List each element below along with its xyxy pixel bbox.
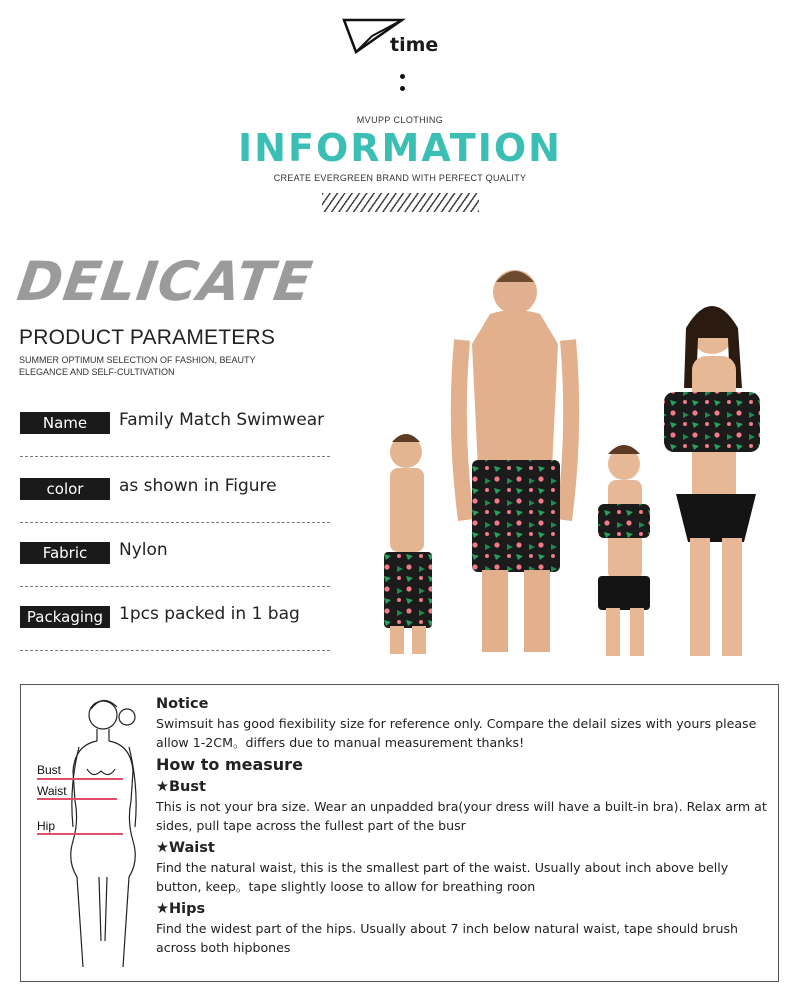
notice-text-block bbox=[156, 693, 776, 959]
notice-box bbox=[20, 684, 779, 982]
how-to-measure-title: How to measure bbox=[156, 755, 303, 774]
waist-text: Find the natural waist, this is the smallest part of the waist. Usually about inch above belly button, keep。tape slightly loose to allow for breathing roon bbox=[156, 860, 729, 894]
hips-text: Find the widest part of the hips. Usually about 7 inch below natural waist, tape should brush across both hipbones bbox=[156, 921, 738, 955]
hip-label: Hip bbox=[37, 819, 56, 833]
brand-title: INFORMATION bbox=[238, 126, 562, 170]
param-value: Family Match Swimwear bbox=[119, 410, 325, 430]
hip-line bbox=[37, 833, 123, 835]
params-subtitle-line2: ELEGANCE AND SELF-CULTIVATION bbox=[19, 367, 175, 377]
waist-label: Waist bbox=[37, 784, 67, 798]
param-key: Name bbox=[20, 412, 110, 434]
bust-text: This is not your bra size. Wear an unpadded bra(your dress will have a built-in bra). Relax arm at sides, pull tape across the fullest part of the busr bbox=[156, 799, 767, 833]
param-row-fabric bbox=[20, 542, 330, 587]
logo-word: time bbox=[390, 34, 439, 56]
param-row-name bbox=[20, 412, 330, 457]
param-key: Fabric bbox=[20, 542, 110, 564]
bust-title: ★Bust bbox=[156, 779, 206, 795]
waist-line bbox=[37, 798, 117, 800]
colon-divider bbox=[398, 74, 406, 96]
notice-paragraph: Swimsuit has good fiexibility size for reference only. Compare the delail sizes with yours please allow 1-2CM。differs due to manual measurement thanks! bbox=[156, 716, 757, 750]
family-swimwear-photo bbox=[372, 232, 792, 657]
delicate-script-heading: DELICATE bbox=[13, 250, 317, 313]
girl-figure bbox=[598, 445, 650, 656]
param-value: as shown in Figure bbox=[119, 476, 277, 496]
param-row-color bbox=[20, 478, 330, 523]
notice-title: Notice bbox=[156, 696, 209, 712]
hips-title: ★Hips bbox=[156, 901, 206, 917]
param-value: Nylon bbox=[119, 540, 168, 560]
param-key: Packaging bbox=[20, 606, 110, 628]
brand-subtitle: MVUPP CLOTHING bbox=[356, 115, 444, 125]
boy-figure bbox=[384, 434, 432, 654]
bust-label: Bust bbox=[37, 763, 62, 777]
param-value: 1pcs packed in 1 bag bbox=[119, 604, 300, 624]
bust-line bbox=[37, 778, 123, 780]
params-subtitle-line1: SUMMER OPTIMUM SELECTION OF FASHION, BEAUTY bbox=[19, 355, 256, 365]
params-subtitle bbox=[19, 354, 279, 378]
hatch-divider bbox=[322, 193, 479, 212]
param-row-packaging bbox=[20, 606, 330, 651]
param-key: color bbox=[20, 478, 110, 500]
father-figure bbox=[459, 270, 571, 652]
brand-tagline: CREATE EVERGREEN BRAND WITH PERFECT QUALITY bbox=[273, 173, 527, 183]
params-title: PRODUCT PARAMETERS bbox=[19, 326, 276, 349]
mother-figure bbox=[664, 306, 760, 656]
waist-title: ★Waist bbox=[156, 840, 215, 856]
